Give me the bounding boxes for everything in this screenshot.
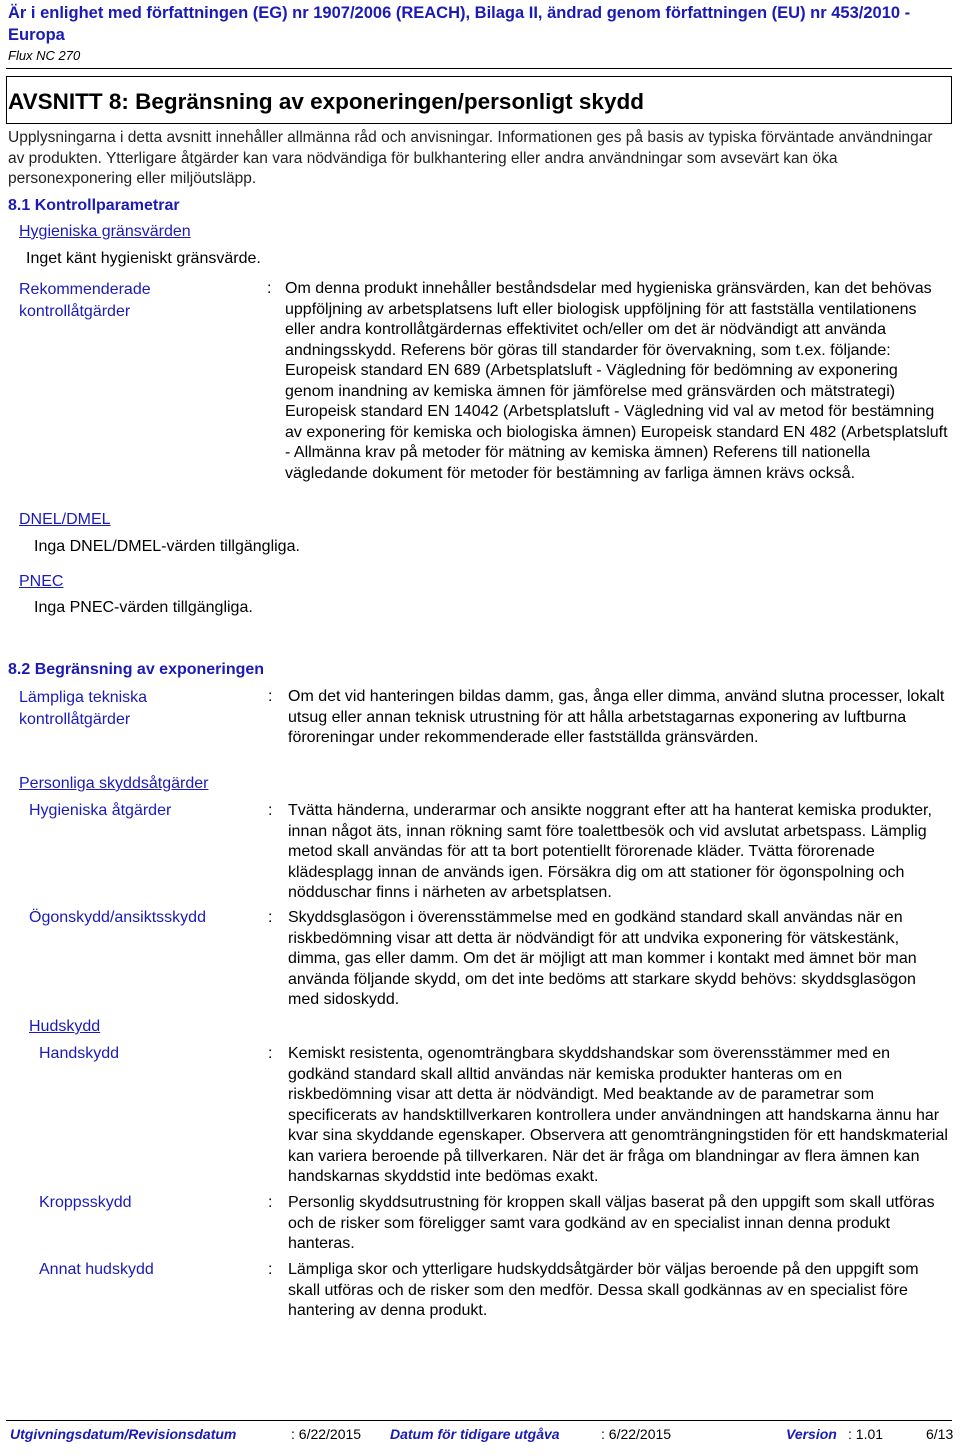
rec-label-line-2: kontrollåtgärder (19, 303, 131, 320)
hyg-limits-label: Hygieniska gränsvärden (19, 223, 191, 240)
colon: : (268, 688, 273, 705)
dnel-text: Inga DNEL/DMEL-värden tillgängliga. (34, 538, 300, 555)
rec-control-text: Om denna produkt innehåller beståndsdelar med hygieniska gränsvärden, kan det behövas uppföljning av arbetsplatsens luft eller biologisk uppföljning för att fastställa ventilationens eller andra kontrollåtgärdernas effektivitet och/eller om det är nödvändigt att använda andningsskydd. Referens bör göras till standarder för övervakning, som t.ex. följande: Europeisk standard EN 689 (Arbetsplatsluft - Vägledning för bedömning av exponering genom inandning av kemiska ämnen för jämförelse med gränsvärden och mätstrategi) Europeisk standard EN 14042 (Arbetsplatsluft - Vägledning vid val av metod för bestämning av exponering för kemiska och biologiska ämnen) Europeisk standard EN 482 (Arbetsplatsluft - Allmänna krav på metoder för mätning av kemiska ämnen) Referens till nationella vägledande dokument för metoder för bestämning av farliga ämnen krävs också. (285, 280, 948, 482)
pnec-text: Inga PNEC-värden tillgängliga. (34, 599, 253, 616)
heading-8-1: 8.1 Kontrollparametrar (8, 197, 180, 214)
tech-label-line-1: Lämpliga tekniska (19, 689, 148, 706)
tech-control-label (19, 687, 147, 731)
footer-version-value: : 1.01 (848, 1426, 884, 1442)
eye-label: Ögonskydd/ansiktsskydd (29, 909, 206, 926)
hygiene-text: Tvätta händerna, underarmar och ansikte noggrant efter att ha hanterat kemiska produkter, innan något äts, innan rökning samt före toalettbesök och vid avslutat arbetspass. Lämplig metod skall användas för att ta bort potentiellt förorenade kläder. Tvätta förorenade klädesplagg innan de används igen. Försäkra dig om att stationer för ögonspolning och nödduschar finns i närheten av arbetsplatsen. (288, 802, 932, 901)
colon: : (268, 1261, 273, 1278)
rec-control-label (19, 279, 151, 323)
footer-prev-date: : 6/22/2015 (601, 1426, 672, 1442)
heading-8-2: 8.2 Begränsning av exponeringen (8, 661, 265, 678)
rec-label-line-1: Rekommenderade (19, 281, 151, 298)
other-skin-text: Lämpliga skor och ytterligare hudskyddsåtgärder bör väljas beroende på den uppgift som skall utföras och de risker som den medför. Dessa skall godkännas av en specialist före hantering av denna produkt. (288, 1261, 919, 1319)
dnel-label: DNEL/DMEL (19, 511, 111, 528)
tech-label-line-2: kontrollåtgärder (19, 711, 131, 728)
other-skin-label: Annat hudskydd (39, 1261, 154, 1278)
pnec-label: PNEC (19, 573, 64, 590)
footer-issue-date: : 6/22/2015 (291, 1426, 362, 1442)
hand-label: Handskydd (39, 1045, 120, 1062)
body-text: Personlig skyddsutrustning för kroppen skall väljas baserat på den uppgift som skall utföras och de risker som föreligger samt vara godkänd av en specialist innan denna produkt hanteras. (288, 1194, 935, 1252)
section-intro: Upplysningarna i detta avsnitt innehåller allmänna råd och anvisningar. Informationen ges på basis av typiska förväntade användningar av produkten. Ytterligare åtgärder kan vara nödvändiga för bulkhantering eller andra användningar som avsevärt kan öka personexponering eller miljöutsläpp. (8, 129, 933, 187)
eye-text: Skyddsglasögon i överensstämmelse med en godkänd standard skall användas när en riskbedömning visar att detta är nödvändigt för att undvika exponering för vätskestänk, dimma, gas eller damm. Om det är möjligt att man kommer i kontakt med ämnet bör man använda följande skydd, om det inte bedöms att starkare skydd behövs: skyddsglasögon med sidoskydd. (288, 909, 917, 1008)
footer-page-number: 6/13 (926, 1426, 954, 1442)
section-title: AVSNITT 8: Begränsning av exponeringen/personligt skydd (8, 89, 644, 114)
header-divider (6, 68, 952, 69)
colon: : (268, 1045, 273, 1062)
colon: : (268, 1194, 273, 1211)
regulation-title: Är i enlighet med författningen (EG) nr 1907/2006 (REACH), Bilaga II, ändrad genom författningen (EU) nr 453/2010 - Europa (8, 4, 911, 44)
hyg-limits-text: Inget känt hygieniskt gränsvärde. (26, 250, 261, 267)
hygiene-label: Hygieniska åtgärder (29, 802, 172, 819)
body-label: Kroppsskydd (39, 1194, 132, 1211)
product-name: Flux NC 270 (8, 48, 81, 63)
personal-protection-label: Personliga skyddsåtgärder (19, 775, 209, 792)
hand-text: Kemiskt resistenta, ogenomträngbara skyddshandskar som överensstämmer med en godkänd standard skall alltid användas när kemiska produkter hanteras om en riskbedömning visar att detta är nödvändigt. Med beaktande av de parametrar som specificerats av handsktillverkaren kontrollera under användningen att handskarna ännu har kvar sina skyddande egenskaper. Observera att genomträngningstiden för ett handskmaterial kan variera beroende på tillverkaren. När det är fråga om blandningar av flera ämnen kan handskarnas skyddstid inte bedömas exakt. (288, 1045, 948, 1185)
colon: : (268, 802, 273, 819)
colon: : (268, 909, 273, 926)
footer-prev-label: Datum för tidigare utgåva (390, 1426, 560, 1442)
tech-control-text: Om det vid hanteringen bildas damm, gas, ånga eller dimma, använd slutna processer, lokalt utsug eller annan teknisk utrustning för att hålla arbetstagarnas exponering av luftburna föroreningar under rekommenderade eller fastställda gränsvärden. (288, 688, 945, 746)
skin-label: Hudskydd (29, 1018, 101, 1035)
footer-issue-label: Utgivningsdatum/Revisionsdatum (10, 1426, 237, 1442)
colon: : (267, 280, 272, 297)
footer-version-label: Version (786, 1426, 837, 1442)
